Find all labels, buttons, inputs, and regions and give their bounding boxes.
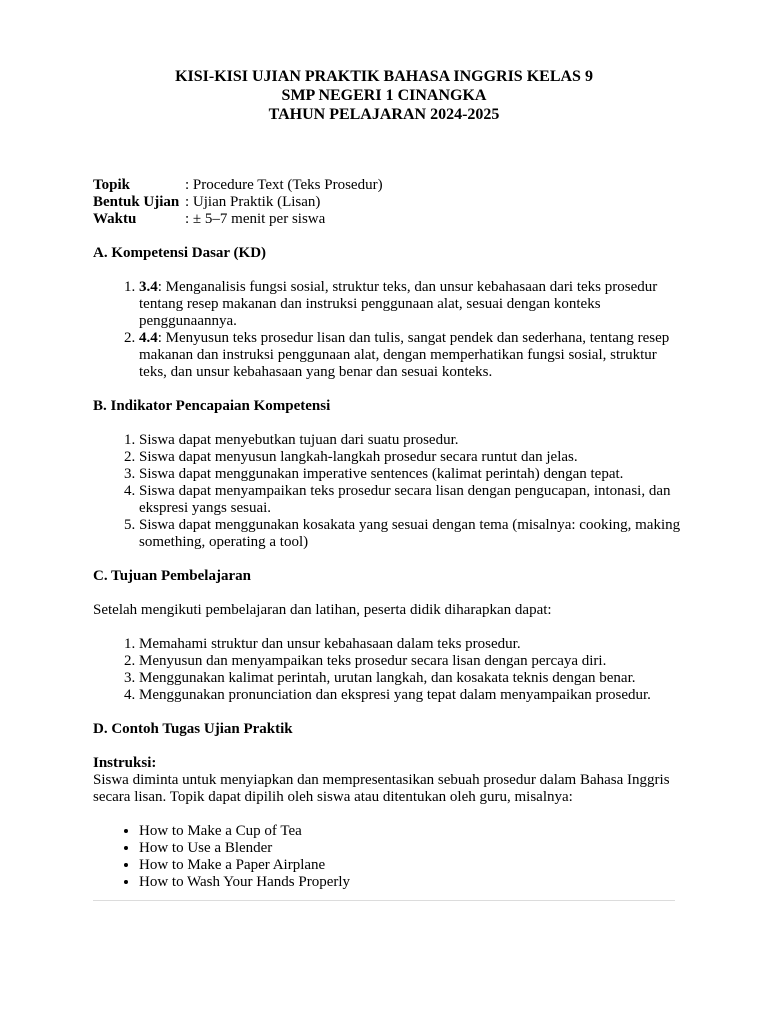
meta-key: Topik — [93, 177, 130, 193]
list-item: 1. Siswa dapat menyebutkan tujuan dari suatu prosedur. — [139, 432, 683, 449]
instruction-label: Instruksi: — [93, 755, 157, 771]
list-item: 4. Menggunakan pronunciation dan ekspresi yang tepat dalam menyampaikan prosedur. — [139, 687, 683, 704]
meta-row-topik — [93, 177, 383, 194]
list-item: 5. Siswa dapat menggunakan kosakata yang sesuai dengan tema (misalnya: cooking, making something, operating a tool) — [139, 517, 683, 551]
topic-list — [93, 823, 683, 891]
meta-value: : Ujian Praktik (Lisan) — [185, 194, 321, 210]
indicator-list — [93, 432, 683, 551]
document-body — [93, 177, 683, 891]
list-item: 2. Menyusun dan menyampaikan teks prosedur secara lisan dengan percaya diri. — [139, 653, 683, 670]
meta-key: Waktu — [93, 211, 137, 227]
document-title — [0, 67, 768, 124]
list-item: 3. Siswa dapat menggunakan imperative sentences (kalimat perintah) dengan tepat. — [139, 466, 683, 483]
list-item: • How to Wash Your Hands Properly — [139, 874, 683, 891]
meta-row-bentuk-ujian — [93, 194, 383, 211]
kd-code: 4.4 — [139, 330, 158, 346]
list-item: • How to Use a Blender — [139, 840, 683, 857]
list-item: 3. Menggunakan kalimat perintah, urutan langkah, dan kosakata teknis dengan benar. — [139, 670, 683, 687]
kd-list — [93, 279, 683, 381]
list-item: • How to Make a Paper Airplane — [139, 857, 683, 874]
section-c-heading: C. Tujuan Pembelajaran — [93, 568, 251, 584]
meta-info — [93, 177, 383, 228]
title-line-1: KISI-KISI UJIAN PRAKTIK BAHASA INGGRIS KELAS 9 — [175, 68, 593, 85]
title-line-2: SMP NEGERI 1 CINANGKA — [281, 87, 487, 104]
list-item: 1. Memahami struktur dan unsur kebahasaan dalam teks prosedur. — [139, 636, 683, 653]
meta-key: Bentuk Ujian — [93, 194, 180, 210]
kd-text: : Menyusun teks prosedur lisan dan tulis, sangat pendek dan sederhana, tentang resep makanan dan instruksi penggunaan alat, dengan memperhatikan fungsi sosial, struktur teks, dan unsur kebahasaan yang benar dan sesuai konteks. — [139, 330, 670, 380]
instruction-text: Siswa diminta untuk menyiapkan dan mempresentasikan sebuah prosedur dalam Bahasa Inggris secara lisan. Topik dapat dipilih oleh siswa atau ditentukan oleh guru, misalnya: — [93, 772, 670, 805]
objective-list — [93, 636, 683, 704]
section-d-heading: D. Contoh Tugas Ujian Praktik — [93, 721, 293, 737]
kd-code: 3.4 — [139, 279, 158, 295]
kd-text: : Menganalisis fungsi sosial, struktur teks, dan unsur kebahasaan dari teks prosedur tentang resep makanan dan instruksi penggunaan alat, sesuai dengan konteks penggunaannya. — [139, 279, 658, 329]
meta-row-waktu — [93, 211, 383, 228]
meta-value: : ± 5–7 menit per siswa — [185, 211, 326, 227]
list-item: 4. Siswa dapat menyampaikan teks prosedur secara lisan dengan pengucapan, intonasi, dan ekspresi yangs sesuai. — [139, 483, 683, 517]
list-item: • How to Make a Cup of Tea — [139, 823, 683, 840]
list-item — [139, 279, 683, 330]
list-item: 2. Siswa dapat menyusun langkah-langkah prosedur secara runtut dan jelas. — [139, 449, 683, 466]
meta-value: : Procedure Text (Teks Prosedur) — [185, 177, 383, 193]
section-a-heading: A. Kompetensi Dasar (KD) — [93, 245, 267, 261]
section-b-heading: B. Indikator Pencapaian Kompetensi — [93, 398, 331, 414]
horizontal-divider — [93, 900, 675, 901]
list-item — [139, 330, 683, 381]
section-c-intro: Setelah mengikuti pembelajaran dan latihan, peserta didik diharapkan dapat: — [93, 602, 552, 618]
title-line-3: TAHUN PELAJARAN 2024-2025 — [268, 106, 500, 123]
